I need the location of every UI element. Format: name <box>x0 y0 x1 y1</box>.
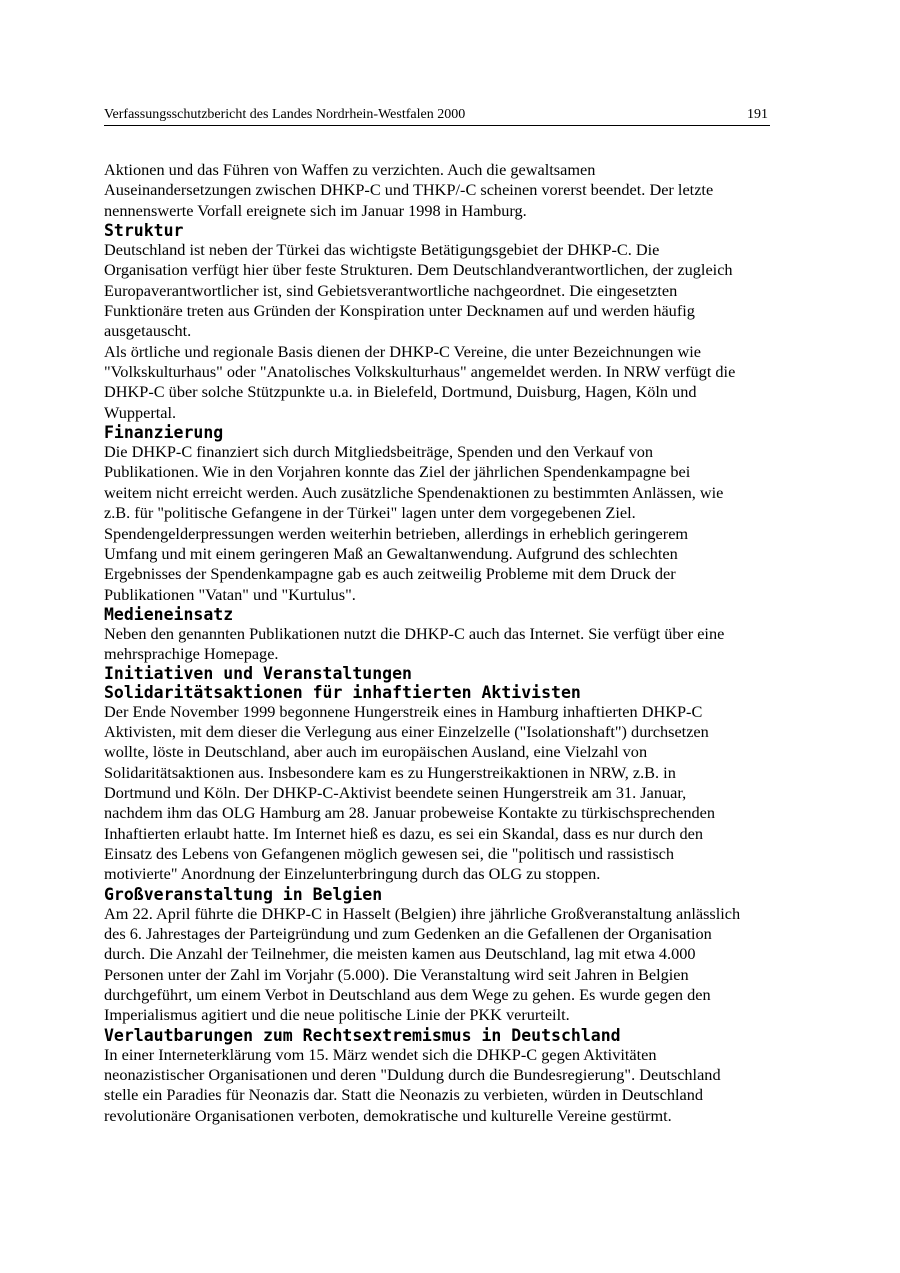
running-header <box>104 107 770 126</box>
finanzierung-paragraph: Die DHKP-C finanziert sich durch Mitgliedsbeiträge, Spenden und den Verkauf von Publikationen. Wie in den Vorjahren konnte das Ziel der jährlichen Spendenkampagne bei weitem nicht erreicht werden. Auch zusätzliche Spendenaktionen zu bestimmten Anlässen, wie z.B. für "politische Gefangene in der Türkei" lagen unter dem vorgegebenen Ziel. Spendengelderpressungen werden weiterhin betrieben, allerdings in erheblich geringerem Umfang und mit einem geringeren Maß an Gewaltanwendung. Aufgrund des schlechten Ergebnisses der Spendenkampagne gab es auch zeitweilig Probleme mit dem Druck der Publikationen "Vatan" und "Kurtulus". <box>104 442 724 604</box>
struktur-paragraph-1: Deutschland ist neben der Türkei das wichtigste Betätigungsgebiet der DHKP-C. Die Organisation verfügt hier über feste Strukturen. Dem Deutschlandverantwortlichen, der zugleich Europaverantwortlicher ist, sind Gebietsverantwortliche nachgeordnet. Die eingesetzten Funktionäre treten aus Gründen der Konspiration unter Decknamen auf und werden häufig ausgetauscht. <box>104 240 733 341</box>
subsection-heading-belgien: Großveranstaltung in Belgien <box>104 884 383 904</box>
medieneinsatz-paragraph: Neben den genannten Publikationen nutzt die DHKP-C auch das Internet. Sie verfügt über eine mehrsprachige Homepage. <box>104 623 725 664</box>
section-heading-medieneinsatz: Medieneinsatz <box>104 604 234 624</box>
section-heading-struktur: Struktur <box>104 221 184 241</box>
header-title: Verfassungsschutzbericht des Landes Nordrhein-Westfalen 2000 <box>104 107 466 122</box>
section-heading-initiativen: Initiativen und Veranstaltungen <box>104 663 412 683</box>
document-body <box>104 160 800 1126</box>
page-number: 191 <box>747 107 768 122</box>
verlautbarungen-paragraph: In einer Interneterklärung vom 15. März wendet sich die DHKP-C gegen Aktivitäten neonazistischer Organisationen und deren "Duldung durch die Bundesregierung". Deutschland stelle ein Paradies für Neonazis dar. Statt die Neonazis zu verbieten, würden in Deutschland revolutionäre Organisationen verboten, demokratische und kulturelle Vereine gestürmt. <box>104 1044 721 1125</box>
solidaritaet-paragraph: Der Ende November 1999 begonnene Hungerstreik eines in Hamburg inhaftierten DHKP-C Aktivisten, mit dem dieser die Verlegung aus einer Einzelzelle ("Isolationshaft") durchsetzen wollte, löste in Deutschland, aber auch im europäischen Ausland, eine Vielzahl von Solidaritätsaktionen aus. Insbesondere kam es zu Hungerstreikaktionen in NRW, z.B. in Dortmund und Köln. Der DHKP-C-Aktivist beendete seinen Hungerstreik am 31. Januar, nachdem ihm das OLG Hamburg am 28. Januar probeweise Kontakte zu türkischsprechenden Inhaftierten erlaubt hatte. Im Internet hieß es dazu, es sei ein Skandal, dass es nur durch den Einsatz des Lebens von Gefangenen möglich gewesen sei, die "politisch und rassistisch motivierte" Anordnung der Einzelunterbringung durch das OLG zu stoppen. <box>104 701 715 884</box>
section-heading-finanzierung: Finanzierung <box>104 423 224 443</box>
subsection-heading-verlautbarungen: Verlautbarungen zum Rechtsextremismus in Deutschland <box>104 1025 621 1045</box>
struktur-paragraph-2: Als örtliche und regionale Basis dienen der DHKP-C Vereine, die unter Bezeichnungen wie "Volkskulturhaus" oder "Anatolisches Volkskulturhaus" angemeldet werden. In NRW verfügt die DHKP-C über solche Stützpunkte u.a. in Bielefeld, Dortmund, Duisburg, Hagen, Köln und Wuppertal. <box>104 341 736 422</box>
intro-paragraph: Aktionen und das Führen von Waffen zu verzichten. Auch die gewaltsamen Auseinandersetzungen zwischen DHKP-C und THKP/-C scheinen vorerst beendet. Der letzte nennenswerte Vorfall ereignete sich im Januar 1998 in Hamburg. <box>104 160 714 220</box>
belgien-paragraph: Am 22. April führte die DHKP-C in Hasselt (Belgien) ihre jährliche Großveranstaltung anlässlich des 6. Jahrestages der Parteigründung und zum Gedenken an die Gefallenen der Organisation durch. Die Anzahl der Teilnehmer, die meisten kamen aus Deutschland, lag mit etwa 4.000 Personen unter der Zahl im Vorjahr (5.000). Die Veranstaltung wird seit Jahren in Belgien durchgeführt, um einem Verbot in Deutschland aus dem Wege zu gehen. Es wurde gegen den Imperialismus agitiert und die neue politische Linie der PKK verurteilt. <box>104 903 741 1025</box>
subsection-heading-solidaritaet: Solidaritätsaktionen für inhaftierten Aktivisten <box>104 682 581 702</box>
